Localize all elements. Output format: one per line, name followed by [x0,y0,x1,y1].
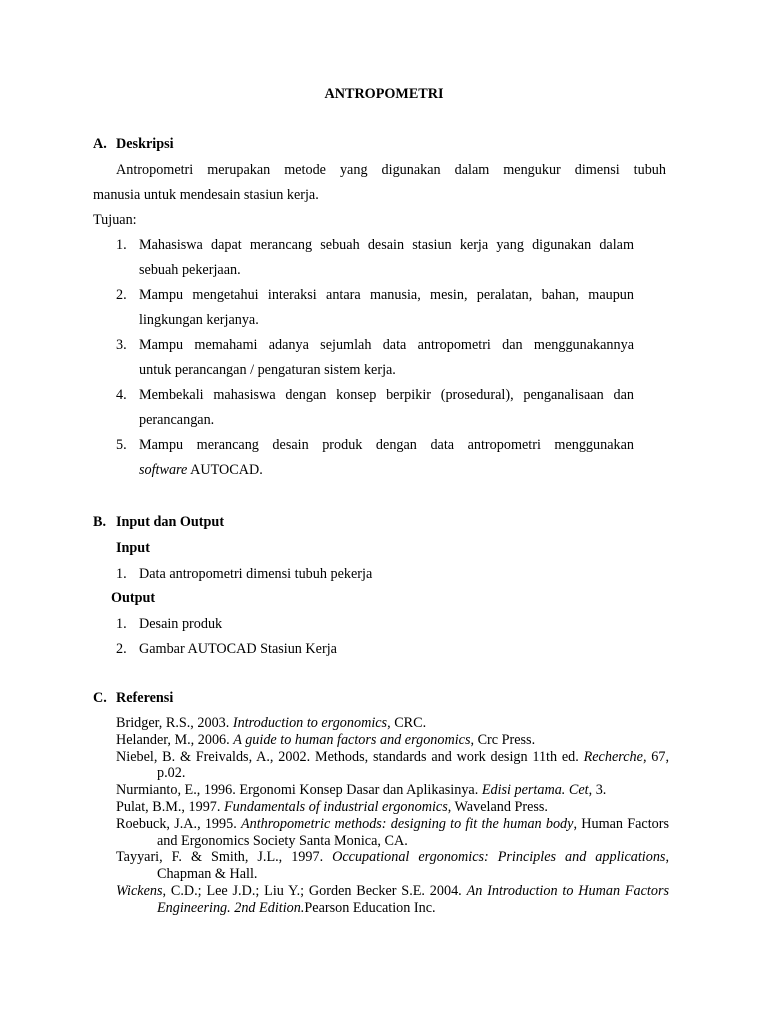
section-a-heading [93,136,174,153]
section-a-description [93,158,666,233]
section-a-letter: A. [93,136,107,152]
output-label: Output [111,590,156,606]
goal-item: 4. Membekali mahasiswa dengan konsep berpikir (prosedural), penganalisaan dan perancangan. [116,387,634,428]
reference-item: Nurmianto, E., 1996. Ergonomi Konsep Dasar dan Aplikasinya. Edisi pertama. Cet, 3. [116,782,607,799]
reference-item: Roebuck, J.A., 1995. Anthropometric methods: designing to fit the human body, Human Factors and Ergonomics Society Santa Monica, CA. [116,815,669,849]
section-c-title: Referensi [116,690,174,706]
reference-item: Niebel, B. & Freivalds, A., 2002. Methods, standards and work design 11th ed. Recherche, 67, p.02. [116,748,670,782]
goal-item: 5. Mampu merancang desain produk dengan data antropometri menggunakan software AUTOCAD. [116,437,634,478]
goals-list [116,233,634,483]
reference-item: Bridger, R.S., 2003. Introduction to ergonomics, CRC. [116,715,427,731]
section-c-letter: C. [93,690,107,706]
reference-item: Wickens, C.D.; Lee J.D.; Liu Y.; Gorden Becker S.E. 2004. An Introduction to Human Factors Engineering. 2nd Edition.Pearson Education Inc. [116,882,670,916]
input-label: Input [116,540,150,556]
output-list [116,612,634,662]
reference-list [116,715,669,917]
section-b-letter: B. [93,514,107,530]
goal-item: 1. Mahasiswa dapat merancang sebuah desain stasiun kerja yang digunakan dalam sebuah pekerjaan. [116,237,634,278]
input-item: 1. Data antropometri dimensi tubuh pekerja [116,566,373,582]
description-line-2: manusia untuk mendesain stasiun kerja. [93,187,319,203]
input-list [116,562,634,587]
description-line-1: Antropometri merupakan metode yang digunakan dalam mengukur dimensi tubuh [116,162,666,178]
reference-item: Helander, M., 2006. A guide to human factors and ergonomics, Crc Press. [116,731,536,748]
section-c-heading [93,690,173,707]
page-title: ANTROPOMETRI [324,86,444,102]
output-item: 2. Gambar AUTOCAD Stasiun Kerja [116,641,337,657]
goal-item: 2. Mampu mengetahui interaksi antara manusia, mesin, peralatan, bahan, maupun lingkungan kerjanya. [116,287,634,328]
output-item: 1. Desain produk [116,616,223,632]
goal-item: 3. Mampu memahami adanya sejumlah data antropometri dan menggunakannya untuk perancangan / pengaturan sistem kerja. [116,337,634,378]
goals-label: Tujuan: [93,212,137,228]
section-b-title: Input dan Output [116,514,225,530]
reference-item: Tayyari, F. & Smith, J.L., 1997. Occupational ergonomics: Principles and applications, Chapman & Hall. [116,849,669,883]
section-a-title: Deskripsi [116,136,174,152]
reference-item: Pulat, B.M., 1997. Fundamentals of industrial ergonomics, Waveland Press. [116,798,548,815]
section-b-heading [93,514,224,531]
